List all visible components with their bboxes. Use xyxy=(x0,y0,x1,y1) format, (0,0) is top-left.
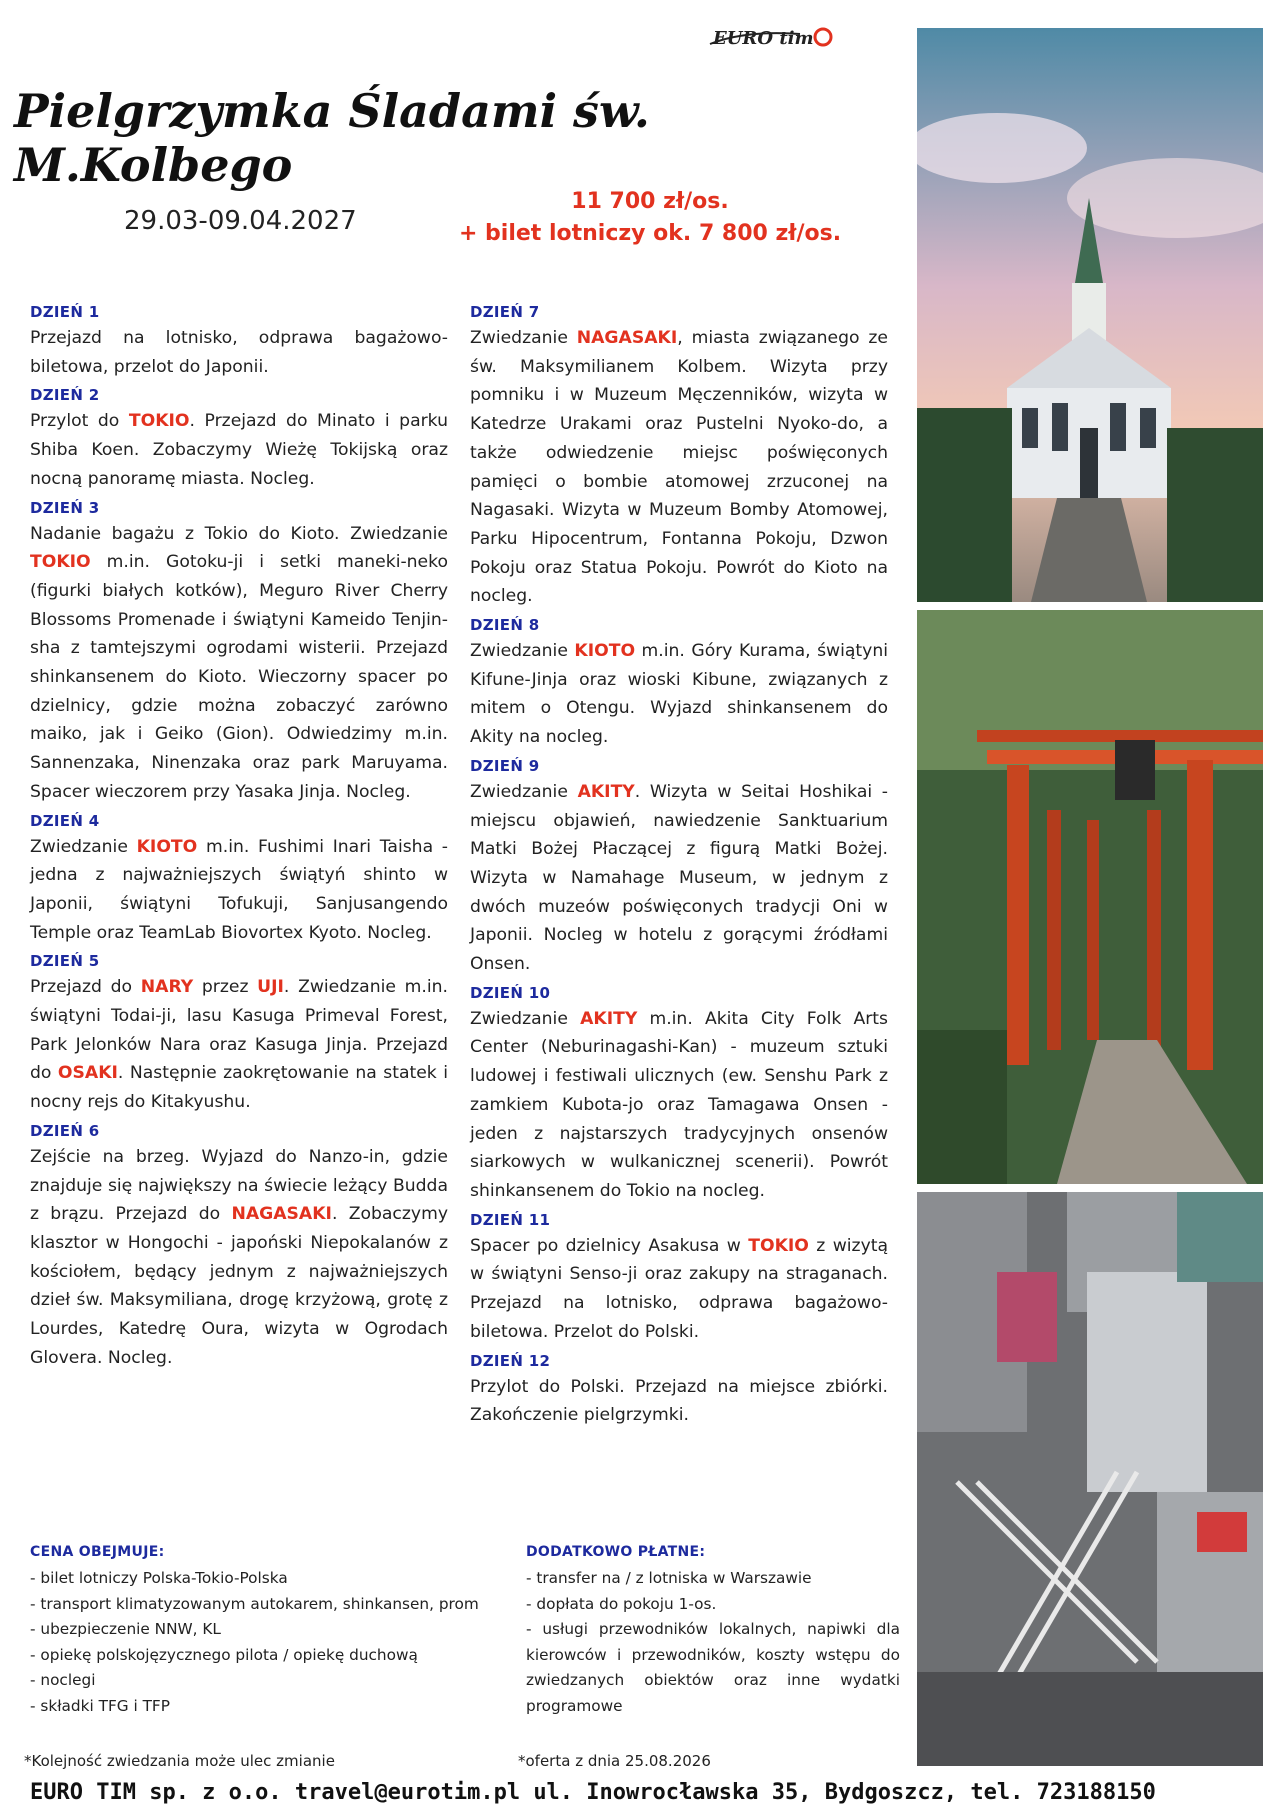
price-block xyxy=(440,186,860,250)
day-description xyxy=(30,407,448,493)
photo-column xyxy=(917,28,1263,1774)
highlight-place: UJI xyxy=(257,977,284,998)
day-description xyxy=(470,778,888,979)
itinerary-right-column xyxy=(470,300,888,1432)
itinerary-day xyxy=(30,809,448,948)
day-label: DZIEŃ 3 xyxy=(30,498,100,517)
church-photo xyxy=(917,28,1263,602)
list-item: - ubezpieczenie NNW, KL xyxy=(30,1620,221,1638)
description-text: z wizytą w świątyni Senso-ji oraz zakupy na straganach. Przejazd na lotnisko, odprawa bagażowo-biletowa. Przelot do Polski. xyxy=(470,1235,889,1342)
itinerary-day xyxy=(470,1208,888,1347)
itinerary-day xyxy=(30,300,448,381)
day-description xyxy=(30,324,448,381)
day-description xyxy=(30,520,448,807)
list-item: - dopłata do pokoju 1-os. xyxy=(526,1594,717,1613)
price-includes-section xyxy=(30,1544,530,1719)
highlight-place: NARY xyxy=(140,977,194,998)
company-footer: EURO TIM sp. z o.o. travel@eurotim.pl ul. Inowrocławska 35, Bydgoszcz, tel. 723188150 xyxy=(30,1780,1156,1805)
day-description xyxy=(470,1232,888,1347)
description-text: , miasta związanego ze św. Maksymilianem Kolbem. Wizyta przy pomniku i w Muzeum Męczenników, wizyta w Katedrze Urakami oraz Pustelni Nyoko-do, a także odwiedzenie miejsc poświęconych pamięci o bombie atomowej zrzuconej na Nagasaki. Wizyta w Muzeum Bomby Atomowej, Parku Hipocentrum, Fontanna Pokoju, Dzwon Pokoju oraz Statua Pokoju. Powrót do Kioto na nocleg. xyxy=(470,328,888,607)
list-item: - bilet lotniczy Polska-Tokio-Polska xyxy=(30,1569,288,1587)
highlight-place: AKITY xyxy=(580,1008,638,1029)
day-description xyxy=(470,637,888,752)
highlight-place: AKITY xyxy=(577,781,635,802)
order-note: *Kolejność zwiedzania może ulec zmianie xyxy=(24,1752,335,1770)
day-label: DZIEŃ 12 xyxy=(470,1351,551,1370)
description-text: przez xyxy=(193,977,258,998)
trip-dates: 29.03-09.04.2027 xyxy=(124,206,357,236)
day-description xyxy=(470,1005,888,1206)
itinerary-day xyxy=(30,496,448,807)
city-crossing-photo xyxy=(917,1192,1263,1766)
day-description xyxy=(30,973,448,1117)
highlight-place: TOKIO xyxy=(748,1235,809,1256)
highlight-place: TOKIO xyxy=(128,411,190,432)
description-text: . Zwiedzanie m.in. świątyni Todai-ji, lasu Kasuga Primeval Forest, Park Jelonków Nara oraz Kasuga Jinja. Przejazd do xyxy=(30,977,448,1084)
offer-date-note: *oferta z dnia 25.08.2026 xyxy=(518,1752,711,1770)
price-flight: + bilet lotniczy ok. 7 800 zł/os. xyxy=(458,221,842,246)
description-text: . Następnie zaokrętowanie na statek i nocny rejs do Kitakyushu. xyxy=(30,1063,448,1113)
day-label: DZIEŃ 11 xyxy=(470,1210,551,1229)
description-text: Zwiedzanie xyxy=(470,1008,581,1029)
description-text: Nadanie bagażu z Tokio do Kioto. Zwiedzanie xyxy=(30,523,448,544)
extra-paid-list xyxy=(526,1566,900,1719)
list-item: - składki TFG i TFP xyxy=(30,1696,170,1715)
description-text: m.in. Akita City Folk Arts Center (Neburinagashi-Kan) - muzeum sztuki ludowej i festiwali ulicznych (ew. Senshu Park z zamkiem Kubota-jo oraz Tamagawa Onsen - jeden z najstarszych tradycyjnych onsenów siarkowych w wulkanicznej scenerii). Powrót shinkansenem do Tokio na nocleg. xyxy=(470,1008,888,1201)
itinerary-day xyxy=(470,754,888,979)
day-label: DZIEŃ 5 xyxy=(30,952,100,971)
description-text: Spacer po dzielnicy Asakusa w xyxy=(470,1235,749,1256)
highlight-place: OSAKI xyxy=(57,1063,118,1084)
itinerary-day xyxy=(470,1349,888,1430)
description-text: Zwiedzanie xyxy=(470,328,577,348)
highlight-place: KIOTO xyxy=(574,641,636,662)
day-label: DZIEŃ 9 xyxy=(470,756,540,775)
day-label: DZIEŃ 10 xyxy=(470,983,551,1002)
list-item: - usługi przewodników lokalnych, napiwki dla kierowców i przewodników, koszty wstępu do zwiedzanych obiektów oraz inne wydatki programowe xyxy=(526,1620,900,1715)
highlight-place: KIOTO xyxy=(136,836,198,857)
day-label: DZIEŃ 8 xyxy=(470,616,540,635)
logo-text: EURO tim xyxy=(713,28,814,49)
itinerary-day xyxy=(470,300,888,611)
description-text: . Przejazd do Minato i parku Shiba Koen. Zobaczymy Wieżę Tokijską oraz nocną panoramę miasta. Nocleg. xyxy=(30,411,448,489)
description-text: . Wizyta w Seitai Hoshikai - miejscu objawień, nawiedzenie Sanktuarium Matki Bożej Płaczącej z figurą Matki Bożej. Wizyta w Namahage Museum, w jednym z dwóch muzeów poświęconych tradycji Oni w Japonii. Nocleg w hotelu z gorącymi źródłami Onsen. xyxy=(470,781,888,975)
torii-gates-photo xyxy=(917,610,1263,1184)
day-description xyxy=(30,1143,448,1373)
extra-paid-title: DODATKOWO PŁATNE: xyxy=(526,1544,706,1560)
description-text: Zwiedzanie xyxy=(30,836,137,857)
price-includes-title: CENA OBEJMUJE: xyxy=(30,1544,165,1560)
day-label: DZIEŃ 2 xyxy=(30,386,100,405)
itinerary-day xyxy=(30,1119,448,1373)
price-includes-list xyxy=(30,1566,530,1719)
description-text: m.in. Góry Kurama, świątyni Kifune-Jinja oraz wioski Kibune, związanych z mitem o Otengu. Wyjazd shinkansenem do Akity na nocleg. xyxy=(470,641,888,748)
description-text: m.in. Gotoku-ji i setki maneki-neko (figurki białych kotków), Meguro River Cherry Blossoms Promenade i świątyni Kameido Tenjin-sha z tamtejszymi ogrodami wisterii. Przejazd shinkansenem do Kioto. Wieczorny spacer po dzielnicy, gdzie można zobaczyć zarówno maiko, jak i Geiko (Gion). Odwiedzimy m.in. Sannenzaka, Ninenzaka oraz park Maruyama. Spacer wieczorem przy Yasaka Jinja. Nocleg. xyxy=(30,552,448,802)
highlight-place: TOKIO xyxy=(30,552,91,573)
day-label: DZIEŃ 4 xyxy=(30,811,100,830)
description-text: . Zobaczymy klasztor w Hongochi - japoński Niepokalanów z kościołem, będący jednym z najważniejszych dzieł św. Maksymiliana, drogę krzyżową, grotę z Lourdes, Katedrę Oura, wizyta w Ogrodach Glovera. Nocleg. xyxy=(30,1204,448,1368)
highlight-place: NAGASAKI xyxy=(231,1204,332,1225)
eurotim-logo xyxy=(705,22,905,52)
day-description xyxy=(470,1373,888,1430)
description-text: Zejście na brzeg. Wyjazd do Nanzo-in, gdzie znajduje się największy na świecie leżący Budda z brązu. Przejazd do xyxy=(30,1146,448,1225)
description-text: Zwiedzanie xyxy=(470,781,578,802)
list-item: - noclegi xyxy=(30,1671,96,1689)
list-item: - opiekę polskojęzycznego pilota / opiekę duchową xyxy=(30,1645,418,1664)
description-text: Przejazd na lotnisko, odprawa bagażowo-biletowa, przelot do Japonii. xyxy=(30,328,448,377)
day-label: DZIEŃ 7 xyxy=(470,303,540,321)
description-text: Przylot do xyxy=(30,411,129,432)
page-title: Pielgrzymka Śladami św. M.Kolbego xyxy=(14,84,650,192)
day-description xyxy=(30,833,448,948)
list-item: - transfer na / z lotniska w Warszawie xyxy=(526,1569,812,1587)
itinerary-day xyxy=(30,383,448,493)
description-text: Przejazd do xyxy=(30,977,141,998)
highlight-place: NAGASAKI xyxy=(576,328,678,348)
description-text: Przylot do Polski. Przejazd na miejsce zbiórki. Zakończenie pielgrzymki. xyxy=(470,1376,888,1426)
description-text: Zwiedzanie xyxy=(470,641,575,662)
itinerary-day xyxy=(470,613,888,752)
price-main: 11 700 zł/os. xyxy=(571,189,729,214)
description-text: m.in. Fushimi Inari Taisha - jedna z najważniejszych świątyń shinto w Japonii, świątyni Tofukuji, Sanjusangendo Temple oraz TeamLab Biovortex Kyoto. Nocleg. xyxy=(30,836,449,943)
extra-paid-section xyxy=(526,1544,900,1719)
itinerary-day xyxy=(30,949,448,1117)
itinerary-left-column xyxy=(30,300,448,1375)
day-label: DZIEŃ 6 xyxy=(30,1121,100,1140)
day-description xyxy=(470,324,888,611)
list-item: - transport klimatyzowanym autokarem, shinkansen, prom xyxy=(30,1594,479,1613)
day-label: DZIEŃ 1 xyxy=(30,303,100,321)
itinerary-day xyxy=(470,981,888,1206)
